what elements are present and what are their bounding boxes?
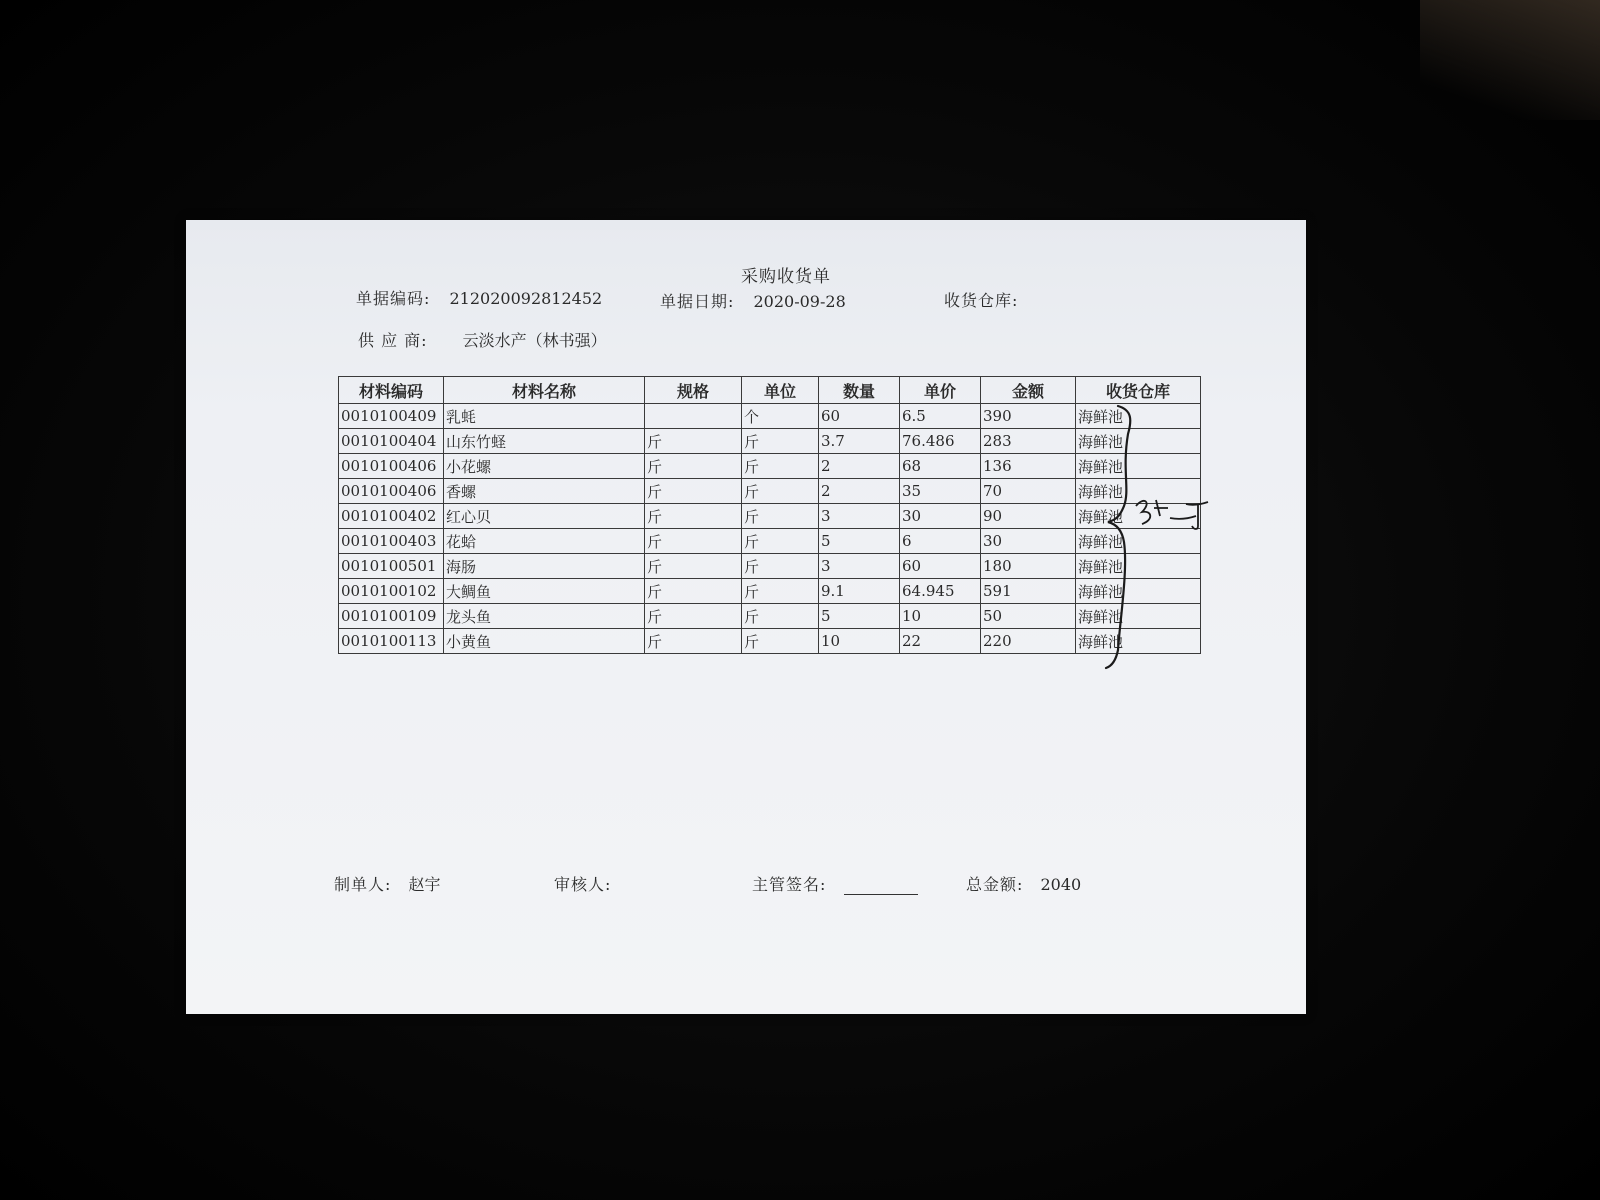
reviewer-label: 审核人: <box>554 875 612 894</box>
header-quantity: 数量 <box>819 377 900 404</box>
cell-spec: 斤 <box>645 604 742 629</box>
cell-quantity: 5 <box>819 604 900 629</box>
table-header-row <box>339 377 1201 404</box>
cell-quantity: 5 <box>819 529 900 554</box>
reviewer-field <box>554 872 623 895</box>
cell-unit-price: 22 <box>900 629 981 654</box>
maker-value: 赵宇 <box>408 875 441 894</box>
cell-spec: 斤 <box>645 529 742 554</box>
header-material-name: 材料名称 <box>444 377 645 404</box>
warehouse-field <box>944 288 1032 311</box>
cell-warehouse: 海鲜池 <box>1076 404 1201 429</box>
supervisor-label: 主管签名: <box>752 875 827 894</box>
header-warehouse: 收货仓库 <box>1076 377 1201 404</box>
cell-unit-price: 60 <box>900 554 981 579</box>
cell-warehouse: 海鲜池 <box>1076 429 1201 454</box>
cell-unit-price: 6 <box>900 529 981 554</box>
cell-unit: 斤 <box>742 529 819 554</box>
cell-amount: 136 <box>981 454 1076 479</box>
table-row <box>339 404 1201 429</box>
header-amount: 金额 <box>981 377 1076 404</box>
cell-quantity: 9.1 <box>819 579 900 604</box>
cell-quantity: 3 <box>819 504 900 529</box>
cell-unit: 斤 <box>742 554 819 579</box>
cell-spec: 斤 <box>645 479 742 504</box>
cell-warehouse: 海鲜池 <box>1076 504 1201 529</box>
cell-material-code: 0010100403 <box>339 529 444 554</box>
cell-material-name: 花蛤 <box>444 529 645 554</box>
cell-warehouse: 海鲜池 <box>1076 454 1201 479</box>
cell-spec: 斤 <box>645 454 742 479</box>
cell-material-code: 0010100102 <box>339 579 444 604</box>
table-row <box>339 479 1201 504</box>
cell-material-name: 小花螺 <box>444 454 645 479</box>
warehouse-label: 收货仓库: <box>944 291 1019 310</box>
supplier-label: 供 应 商: <box>358 331 428 350</box>
table-row <box>339 604 1201 629</box>
cell-unit-price: 30 <box>900 504 981 529</box>
cell-amount: 90 <box>981 504 1076 529</box>
cell-unit-price: 68 <box>900 454 981 479</box>
cell-amount: 591 <box>981 579 1076 604</box>
cell-unit: 斤 <box>742 579 819 604</box>
cell-material-name: 红心贝 <box>444 504 645 529</box>
items-table <box>338 376 1201 654</box>
header-spec: 规格 <box>645 377 742 404</box>
header-material-code: 材料编码 <box>339 377 444 404</box>
cell-material-code: 0010100109 <box>339 604 444 629</box>
doc-date-label: 单据日期: <box>660 292 735 311</box>
cell-unit: 斤 <box>742 479 819 504</box>
cell-amount: 30 <box>981 529 1076 554</box>
cell-unit-price: 76.486 <box>900 429 981 454</box>
table-row <box>339 454 1201 479</box>
cell-warehouse: 海鲜池 <box>1076 579 1201 604</box>
supplier-value: 云淡水产（林书强） <box>462 331 607 350</box>
cell-amount: 50 <box>981 604 1076 629</box>
cell-unit: 斤 <box>742 604 819 629</box>
table-row <box>339 504 1201 529</box>
cell-material-code: 0010100404 <box>339 429 444 454</box>
cell-warehouse: 海鲜池 <box>1076 604 1201 629</box>
cell-spec: 斤 <box>645 554 742 579</box>
cell-amount: 390 <box>981 404 1076 429</box>
cell-quantity: 3 <box>819 554 900 579</box>
cell-quantity: 2 <box>819 479 900 504</box>
cell-material-name: 龙头鱼 <box>444 604 645 629</box>
cell-unit: 斤 <box>742 504 819 529</box>
background-table-edge <box>1420 0 1600 120</box>
cell-material-name: 大鲷鱼 <box>444 579 645 604</box>
cell-unit: 斤 <box>742 454 819 479</box>
cell-material-name: 乳蚝 <box>444 404 645 429</box>
cell-unit: 斤 <box>742 629 819 654</box>
cell-spec <box>645 404 742 429</box>
doc-date-value: 2020-09-28 <box>753 292 846 311</box>
total-field <box>966 872 1081 895</box>
cell-amount: 180 <box>981 554 1076 579</box>
table-body <box>339 404 1201 654</box>
cell-spec: 斤 <box>645 629 742 654</box>
cell-quantity: 60 <box>819 404 900 429</box>
cell-material-code: 0010100406 <box>339 454 444 479</box>
cell-unit: 个 <box>742 404 819 429</box>
cell-unit-price: 6.5 <box>900 404 981 429</box>
document-title: 采购收货单 <box>741 267 831 287</box>
header-unit: 单位 <box>742 377 819 404</box>
cell-amount: 220 <box>981 629 1076 654</box>
doc-number-field <box>356 286 602 309</box>
cell-material-name: 香螺 <box>444 479 645 504</box>
cell-material-code: 0010100409 <box>339 404 444 429</box>
header-unit-price: 单价 <box>900 377 981 404</box>
cell-spec: 斤 <box>645 429 742 454</box>
cell-material-code: 0010100501 <box>339 554 444 579</box>
cell-amount: 70 <box>981 479 1076 504</box>
cell-unit-price: 10 <box>900 604 981 629</box>
supplier-field <box>358 328 607 351</box>
table-row <box>339 529 1201 554</box>
cell-amount: 283 <box>981 429 1076 454</box>
table-row <box>339 579 1201 604</box>
cell-spec: 斤 <box>645 504 742 529</box>
table-row <box>339 629 1201 654</box>
table-row <box>339 429 1201 454</box>
cell-material-code: 0010100113 <box>339 629 444 654</box>
cell-quantity: 2 <box>819 454 900 479</box>
cell-warehouse: 海鲜池 <box>1076 479 1201 504</box>
cell-material-code: 0010100406 <box>339 479 444 504</box>
cell-material-code: 0010100402 <box>339 504 444 529</box>
total-label: 总金额: <box>966 875 1024 894</box>
maker-label: 制单人: <box>334 875 392 894</box>
cell-quantity: 10 <box>819 629 900 654</box>
doc-number-value: 212020092812452 <box>449 289 603 308</box>
doc-date-field <box>660 289 846 312</box>
total-value: 2040 <box>1040 875 1082 894</box>
cell-quantity: 3.7 <box>819 429 900 454</box>
cell-material-name: 海肠 <box>444 554 645 579</box>
table-row <box>339 554 1201 579</box>
supervisor-signature-line <box>844 880 918 895</box>
cell-unit-price: 35 <box>900 479 981 504</box>
cell-unit: 斤 <box>742 429 819 454</box>
cell-spec: 斤 <box>645 579 742 604</box>
maker-field <box>334 872 441 895</box>
cell-warehouse: 海鲜池 <box>1076 629 1201 654</box>
supervisor-field <box>752 872 918 895</box>
receipt-paper <box>186 220 1306 1014</box>
doc-number-label: 单据编码: <box>356 289 431 308</box>
cell-unit-price: 64.945 <box>900 579 981 604</box>
cell-material-name: 小黄鱼 <box>444 629 645 654</box>
cell-warehouse: 海鲜池 <box>1076 554 1201 579</box>
cell-material-name: 山东竹蛏 <box>444 429 645 454</box>
cell-warehouse: 海鲜池 <box>1076 529 1201 554</box>
